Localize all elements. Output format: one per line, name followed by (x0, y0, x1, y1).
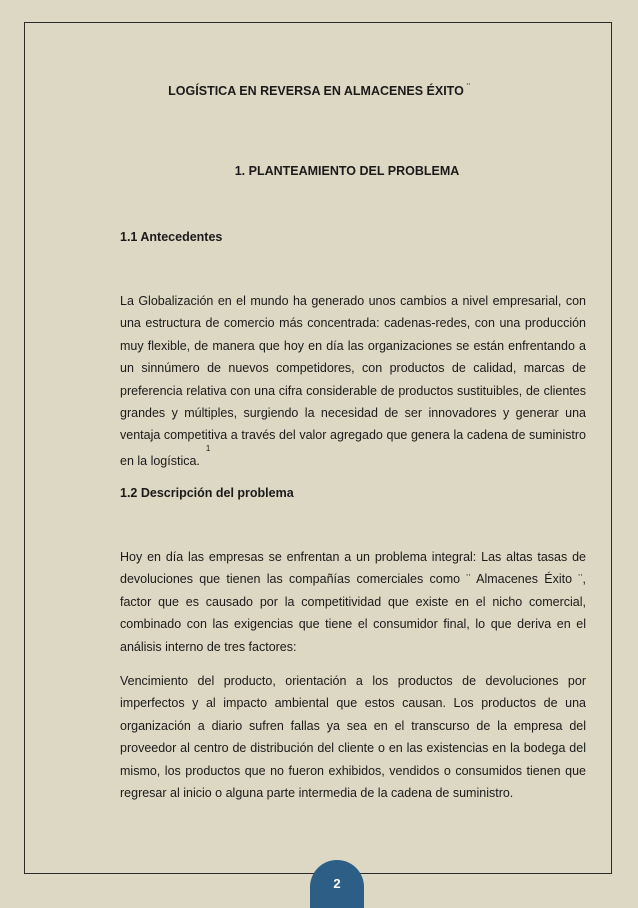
footnote-reference: 1 (205, 443, 211, 453)
page-number: 2 (333, 876, 341, 891)
title-mark: ¨ (466, 82, 470, 92)
subsection-heading-descripcion: 1.2 Descripción del problema (120, 486, 294, 500)
document-title: LOGÍSTICA EN REVERSA EN ALMACENES ÉXITO ¨ (168, 82, 470, 98)
paragraph-descripcion-2: Vencimiento del producto, orientación a los productos de devoluciones por imperfectos y al impacto ambiental que estos causan. Los productos de una organización a diario sufren fallas ya sea en el transcurso de la empresa del proveedor al centro de distribución del cliente o en las existencias en la bodega del mismo, los productos que no fueron exhibidos, vendidos o consumidos tienen que regresar al inicio o alguna parte intermedia de la cadena de suministro. (120, 674, 586, 801)
section-heading: 1. PLANTEAMIENTO DEL PROBLEMA (234, 164, 460, 178)
paragraph-antecedentes: La Globalización en el mundo ha generado unos cambios a nivel empresarial, con una estructura de comercio más concentrada: cadenas-redes, con una producción muy flexible, de manera que hoy en día las organizaciones se están enfrentando a un sinnúmero de nuevos competidores, con productos de calidad, marcas de preferencia relativa con una cifra considerable de productos sustituibles, de clientes grandes y múltiples, surgiendo la necesidad de ser innovadores y generar una ventaja competitiva a través del valor agregado que genera la cadena de suministro en la logística.$^1$ (120, 294, 586, 468)
paragraph-descripcion-1: Hoy en día las empresas se enfrentan a un problema integral: Las altas tasas de devoluciones que tienen las compañías comerciales como ¨ Almacenes Éxito ¨, factor que es causado por la competitividad que existe en el nicho comercial, combinado con las exigencias que tiene el consumidor final, lo que deriva en el análisis interno de tres factores: (120, 550, 586, 654)
subsection-heading-antecedentes: 1.1 Antecedentes (120, 230, 223, 244)
